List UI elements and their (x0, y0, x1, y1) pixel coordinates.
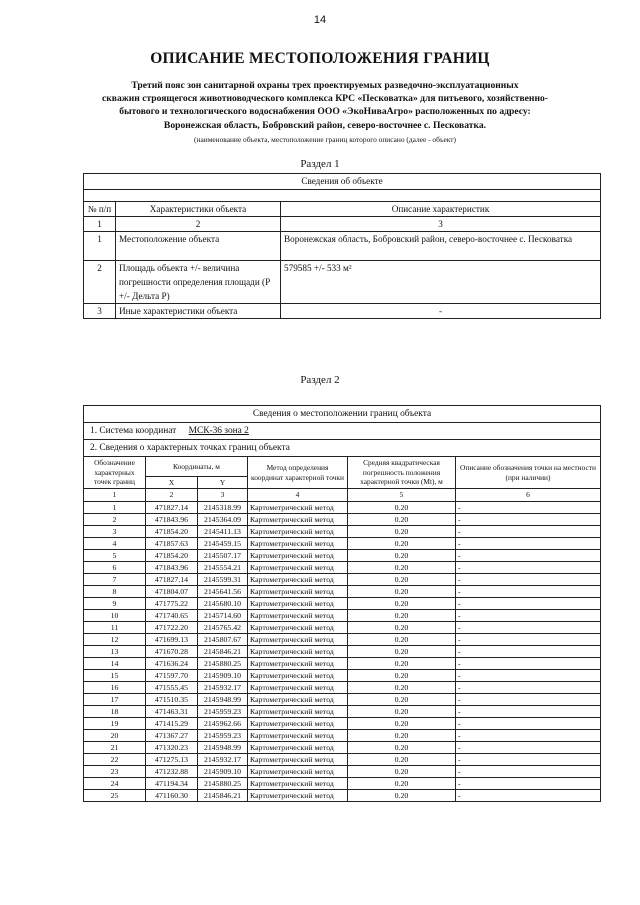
table-row (84, 754, 601, 766)
point-y: 2145932.17 (198, 682, 248, 694)
point-y: 2145714.60 (198, 610, 248, 622)
point-x: 471827.14 (146, 502, 198, 514)
point-method: Картометрический метод (248, 514, 348, 526)
point-x: 471670.28 (146, 646, 198, 658)
point-y: 2145765.42 (198, 622, 248, 634)
table-row (84, 526, 601, 538)
point-x: 471510.35 (146, 694, 198, 706)
point-number: 3 (84, 526, 146, 538)
point-error: 0.20 (348, 670, 456, 682)
point-error: 0.20 (348, 562, 456, 574)
point-x: 471194.34 (146, 778, 198, 790)
point-x: 471463.31 (146, 706, 198, 718)
point-desc: - (456, 526, 601, 538)
point-desc: - (456, 610, 601, 622)
coord-system (84, 423, 601, 440)
point-number: 16 (84, 682, 146, 694)
point-x: 471367.27 (146, 730, 198, 742)
point-number: 17 (84, 694, 146, 706)
point-number: 7 (84, 574, 146, 586)
table-title: Сведения об объекте (84, 174, 601, 190)
point-number: 18 (84, 706, 146, 718)
point-desc: - (456, 790, 601, 802)
point-error: 0.20 (348, 586, 456, 598)
table-row (84, 790, 601, 802)
point-method: Картометрический метод (248, 598, 348, 610)
point-number: 15 (84, 670, 146, 682)
point-method: Картометрический метод (248, 646, 348, 658)
row-name: Иные характеристики объекта (116, 304, 281, 319)
point-method: Картометрический метод (248, 694, 348, 706)
intro-text (70, 79, 580, 132)
point-number: 22 (84, 754, 146, 766)
point-number: 20 (84, 730, 146, 742)
intro-line: бытового и технологического водоснабжения ООО «ЭкоНиваАгро» расположенных по адресу: (119, 106, 531, 118)
point-method: Картометрический метод (248, 754, 348, 766)
point-method: Картометрический метод (248, 706, 348, 718)
point-error: 0.20 (348, 682, 456, 694)
point-number: 19 (84, 718, 146, 730)
point-desc: - (456, 622, 601, 634)
point-desc: - (456, 778, 601, 790)
point-number: 6 (84, 562, 146, 574)
header-cell: Описание характеристик (281, 202, 601, 217)
point-x: 471843.96 (146, 562, 198, 574)
point-desc: - (456, 646, 601, 658)
point-x: 471854.20 (146, 550, 198, 562)
point-number: 9 (84, 598, 146, 610)
point-number: 10 (84, 610, 146, 622)
point-number: 25 (84, 790, 146, 802)
point-method: Картометрический метод (248, 610, 348, 622)
point-error: 0.20 (348, 634, 456, 646)
point-error: 0.20 (348, 694, 456, 706)
point-error: 0.20 (348, 754, 456, 766)
table-row (84, 766, 601, 778)
point-y: 2145846.21 (198, 646, 248, 658)
point-method: Картометрический метод (248, 742, 348, 754)
header-x: X (146, 477, 198, 489)
point-method: Картометрический метод (248, 586, 348, 598)
row-number: 2 (84, 261, 116, 304)
point-x: 471275.13 (146, 754, 198, 766)
row-value: 579585 +/- 533 м² (281, 261, 601, 304)
point-y: 2145318.99 (198, 502, 248, 514)
point-error: 0.20 (348, 502, 456, 514)
section2-heading: Раздел 2 (300, 374, 340, 386)
point-method: Картометрический метод (248, 682, 348, 694)
point-error: 0.20 (348, 766, 456, 778)
point-y: 2145909.10 (198, 766, 248, 778)
point-number: 24 (84, 778, 146, 790)
point-y: 2145364.09 (198, 514, 248, 526)
intro-line: скважин строящегося животноводческого комплекса КРС «Песковатка» для питьевого, хозяйственно- (102, 93, 548, 105)
table-row (84, 232, 601, 261)
intro-note: (наименование объекта, местоположение границ которого описано (далее - объект) (194, 135, 456, 144)
point-error: 0.20 (348, 514, 456, 526)
point-desc: - (456, 634, 601, 646)
point-desc: - (456, 514, 601, 526)
header-cell: Характеристики объекта (116, 202, 281, 217)
row-number: 3 (84, 304, 116, 319)
point-desc: - (456, 574, 601, 586)
point-error: 0.20 (348, 790, 456, 802)
col-number: 1 (84, 217, 116, 232)
table-row (84, 646, 601, 658)
point-x: 471775.22 (146, 598, 198, 610)
page-number: 14 (313, 14, 327, 26)
point-desc: - (456, 706, 601, 718)
table-row (84, 598, 601, 610)
point-number: 23 (84, 766, 146, 778)
point-y: 2145880.25 (198, 658, 248, 670)
point-desc: - (456, 754, 601, 766)
table-row (84, 304, 601, 319)
point-number: 13 (84, 646, 146, 658)
point-desc: - (456, 694, 601, 706)
coord-system-label: 1. Система координат (90, 426, 177, 436)
point-x: 471857.63 (146, 538, 198, 550)
header-cell: № п/п (84, 202, 116, 217)
point-x: 471854.20 (146, 526, 198, 538)
point-number: 4 (84, 538, 146, 550)
col-number: 6 (456, 489, 601, 502)
table-row (84, 706, 601, 718)
point-y: 2145411.13 (198, 526, 248, 538)
point-error: 0.20 (348, 742, 456, 754)
col-number: 2 (146, 489, 198, 502)
table-row (84, 670, 601, 682)
table-title: Сведения о местоположении границ объекта (84, 406, 601, 423)
point-error: 0.20 (348, 718, 456, 730)
point-y: 2145680.10 (198, 598, 248, 610)
point-y: 2145507.17 (198, 550, 248, 562)
table-row (84, 502, 601, 514)
header-desc: Описание обозначения точки на местности (при наличии) (456, 457, 601, 489)
point-error: 0.20 (348, 574, 456, 586)
table-row (84, 742, 601, 754)
table-row (84, 586, 601, 598)
point-method: Картометрический метод (248, 778, 348, 790)
table-row (84, 514, 601, 526)
point-x: 471160.30 (146, 790, 198, 802)
point-method: Картометрический метод (248, 502, 348, 514)
point-method: Картометрический метод (248, 730, 348, 742)
table-row (84, 562, 601, 574)
point-x: 471232.88 (146, 766, 198, 778)
point-x: 471804.07 (146, 586, 198, 598)
col-number: 4 (248, 489, 348, 502)
point-y: 2145932.17 (198, 754, 248, 766)
point-method: Картометрический метод (248, 658, 348, 670)
point-desc: - (456, 598, 601, 610)
point-y: 2145459.15 (198, 538, 248, 550)
point-y: 2145846.21 (198, 790, 248, 802)
point-y: 2145948.99 (198, 742, 248, 754)
header-error: Средняя квадратическая погрешность положения характерной точки (Mt), м (348, 457, 456, 489)
spacer-row (84, 190, 601, 202)
coord-system-value: МСК-36 зона 2 (188, 426, 249, 436)
point-method: Картометрический метод (248, 790, 348, 802)
point-x: 471415.29 (146, 718, 198, 730)
point-x: 471597.70 (146, 670, 198, 682)
table-row (84, 538, 601, 550)
point-y: 2145880.25 (198, 778, 248, 790)
row-name: Площадь объекта +/- величина погрешности определения площади (Р +/- Дельта Р) (116, 261, 281, 304)
point-error: 0.20 (348, 622, 456, 634)
point-desc: - (456, 658, 601, 670)
table-row (84, 778, 601, 790)
point-y: 2145959.23 (198, 730, 248, 742)
header-y: Y (198, 477, 248, 489)
point-y: 2145641.56 (198, 586, 248, 598)
point-error: 0.20 (348, 610, 456, 622)
table-row (84, 261, 601, 304)
point-error: 0.20 (348, 658, 456, 670)
point-x: 471320.23 (146, 742, 198, 754)
row-number: 1 (84, 232, 116, 261)
point-method: Картометрический метод (248, 562, 348, 574)
boundary-points-table (83, 405, 601, 802)
point-method: Картометрический метод (248, 574, 348, 586)
point-number: 12 (84, 634, 146, 646)
point-y: 2145599.31 (198, 574, 248, 586)
point-desc: - (456, 502, 601, 514)
point-desc: - (456, 562, 601, 574)
point-y: 2145909.10 (198, 670, 248, 682)
point-desc: - (456, 682, 601, 694)
point-x: 471699.13 (146, 634, 198, 646)
point-y: 2145962.66 (198, 718, 248, 730)
point-error: 0.20 (348, 598, 456, 610)
point-x: 471555.45 (146, 682, 198, 694)
point-error: 0.20 (348, 730, 456, 742)
point-error: 0.20 (348, 550, 456, 562)
point-desc: - (456, 742, 601, 754)
point-y: 2145807.67 (198, 634, 248, 646)
header-method: Метод определения координат характерной точки (248, 457, 348, 489)
col-number: 5 (348, 489, 456, 502)
point-method: Картометрический метод (248, 634, 348, 646)
intro-line: Воронежская область, Бобровский район, северо-восточнее с. Песковатка. (163, 119, 487, 131)
table-row (84, 574, 601, 586)
page-title: ОПИСАНИЕ МЕСТОПОЛОЖЕНИЯ ГРАНИЦ (150, 50, 490, 67)
object-info-table (83, 173, 601, 319)
col-number: 1 (84, 489, 146, 502)
point-method: Картометрический метод (248, 526, 348, 538)
point-desc: - (456, 670, 601, 682)
point-desc: - (456, 718, 601, 730)
table-row (84, 622, 601, 634)
point-x: 471827.14 (146, 574, 198, 586)
point-x: 471843.96 (146, 514, 198, 526)
point-error: 0.20 (348, 538, 456, 550)
points-label: 2. Сведения о характерных точках границ объекта (84, 440, 601, 457)
table-row (84, 550, 601, 562)
point-number: 2 (84, 514, 146, 526)
table-row (84, 634, 601, 646)
point-number: 11 (84, 622, 146, 634)
point-x: 471722.20 (146, 622, 198, 634)
point-error: 0.20 (348, 778, 456, 790)
point-method: Картометрический метод (248, 718, 348, 730)
point-x: 471636.24 (146, 658, 198, 670)
col-number: 3 (281, 217, 601, 232)
point-desc: - (456, 730, 601, 742)
point-method: Картометрический метод (248, 766, 348, 778)
table-row (84, 718, 601, 730)
table-row (84, 610, 601, 622)
point-y: 2145959.23 (198, 706, 248, 718)
point-error: 0.20 (348, 646, 456, 658)
point-x: 471740.65 (146, 610, 198, 622)
point-desc: - (456, 766, 601, 778)
row-value: Воронежская область, Бобровский район, северо-восточнее с. Песковатка (281, 232, 601, 261)
row-name: Местоположение объекта (116, 232, 281, 261)
intro-line: Третий пояс зон санитарной охраны трех проектируемых разведочно-эксплуатационных (131, 80, 519, 91)
col-number: 3 (198, 489, 248, 502)
point-number: 21 (84, 742, 146, 754)
row-value: - (281, 304, 601, 319)
point-method: Картометрический метод (248, 622, 348, 634)
table-row (84, 694, 601, 706)
point-number: 1 (84, 502, 146, 514)
point-method: Картометрический метод (248, 670, 348, 682)
point-desc: - (456, 550, 601, 562)
point-desc: - (456, 586, 601, 598)
table-row (84, 730, 601, 742)
point-y: 2145554.21 (198, 562, 248, 574)
point-number: 5 (84, 550, 146, 562)
point-method: Картометрический метод (248, 550, 348, 562)
point-y: 2145948.99 (198, 694, 248, 706)
table-row (84, 658, 601, 670)
header-coords: Координаты, м (146, 457, 248, 477)
section1-heading: Раздел 1 (300, 158, 340, 170)
point-desc: - (456, 538, 601, 550)
point-number: 14 (84, 658, 146, 670)
point-error: 0.20 (348, 706, 456, 718)
col-number: 2 (116, 217, 281, 232)
header-point: Обозначение характерных точек границ (84, 457, 146, 489)
point-method: Картометрический метод (248, 538, 348, 550)
point-number: 8 (84, 586, 146, 598)
table-row (84, 682, 601, 694)
point-error: 0.20 (348, 526, 456, 538)
